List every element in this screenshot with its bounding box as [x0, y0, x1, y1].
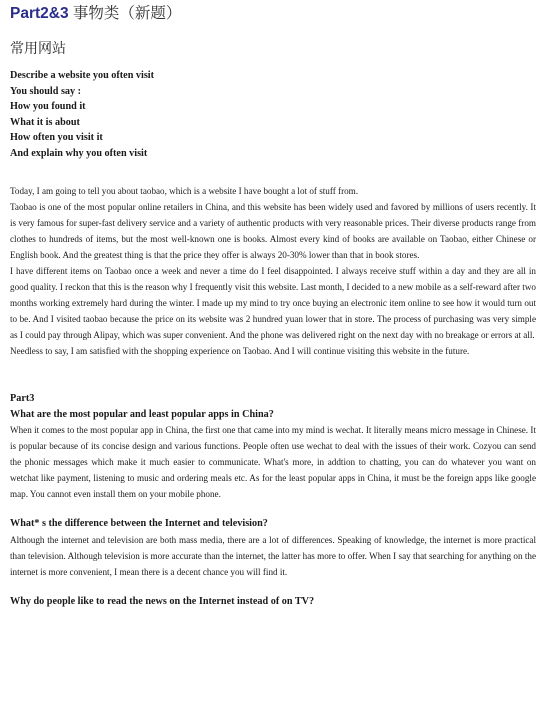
spacer [10, 580, 536, 594]
answer-paragraph: Today, I am going to tell you about taobao, which is a website I have bought a lot of stuff from. [10, 186, 359, 196]
cue-line: You should say : [10, 85, 82, 97]
cue-line: And explain why you often visit [10, 147, 148, 159]
answer-paragraph: Needless to say, I am satisfied with the shopping experience on Taobao. And I will continue visiting this website in the future. [10, 346, 470, 356]
cue-line: Describe a website you often visit [10, 70, 155, 81]
section-title: 常用网站 [10, 40, 66, 56]
answer-paragraph: I have different items on Taobao once a week and never a time do I feel disappointed. I always receive stuff within a day and they are all in good quality. I reckon that this is the reason why I frequently visit this website. Last month, I decided to a new mobile as a self-reward after two months working extremely hard during the winter. I made up my mind to try once buying an electronic item online to see how it would turn out to be. And I visited taobao because the price on its website was 2 hundred yuan lower that in store. The process of purchasing was very simple as I could pay through Alipay, which was super convenient. And the phone was delivered right on the next day with no breakage or errors at all. [10, 266, 536, 340]
answer-paragraph: When it comes to the most popular app in China, the first one that came into my mind is wechat. It literally means micro message in Chinese. It is popular because of its concise design and various functions. People often use wechat to deal with the issues of their work. Cozyou can send the phonic messages which make it much easier to communicate. What's more, in addtion to chatting, you can do whatever you want on wetchat like payment, listening to music and ordering meals etc. As for the least popular apps in China, it must be the foreign apps like google map. You cannot even install them on your mobile phone. [10, 425, 536, 499]
answer-paragraph: Although the internet and television are both mass media, there are a lot of differences. Speaking of knowledge, the internet is more practical than television. Although television is more accurate than the internet, the latter has more to offer. When I say that searching for anything on the internet is more convenient, I mean there is a decent chance you will find it. [10, 534, 536, 577]
title-english: Part2&3 [10, 5, 69, 22]
question: Why do people like to read the news on the Internet instead of on TV? [10, 595, 315, 607]
spacer [10, 359, 536, 391]
cue-line: How often you visit it [10, 132, 103, 143]
cue-line: What it is about [10, 116, 80, 128]
question: What are the most popular and least popular apps in China? [10, 408, 274, 420]
cue-line: How you found it [10, 101, 86, 112]
spacer [10, 161, 536, 183]
spacer [10, 502, 536, 516]
page-title [10, 4, 536, 24]
document-page [10, 4, 536, 609]
part3-label: Part3 [10, 393, 35, 404]
model-answer [10, 183, 536, 359]
cue-card [10, 68, 536, 161]
question: What* s the difference between the Internet and television? [10, 518, 268, 529]
answer-paragraph: Taobao is one of the most popular online retailers in China, and this website has been widely used and favored by millions of users recently. It is very famous for super-fast delivery service and a variety of authentic products with very reasonable prices. Their diverse products range from clothes to hundreds of items, but the most well-known one is books. Almost every kind of books are available on Taobao, either Chinese or English book. And the greatest thing is that the price they offer is always 20-30% lower than that in book stores. [10, 202, 536, 260]
part3-section [10, 391, 536, 609]
title-chinese: 事物类（新题） [68, 5, 182, 22]
